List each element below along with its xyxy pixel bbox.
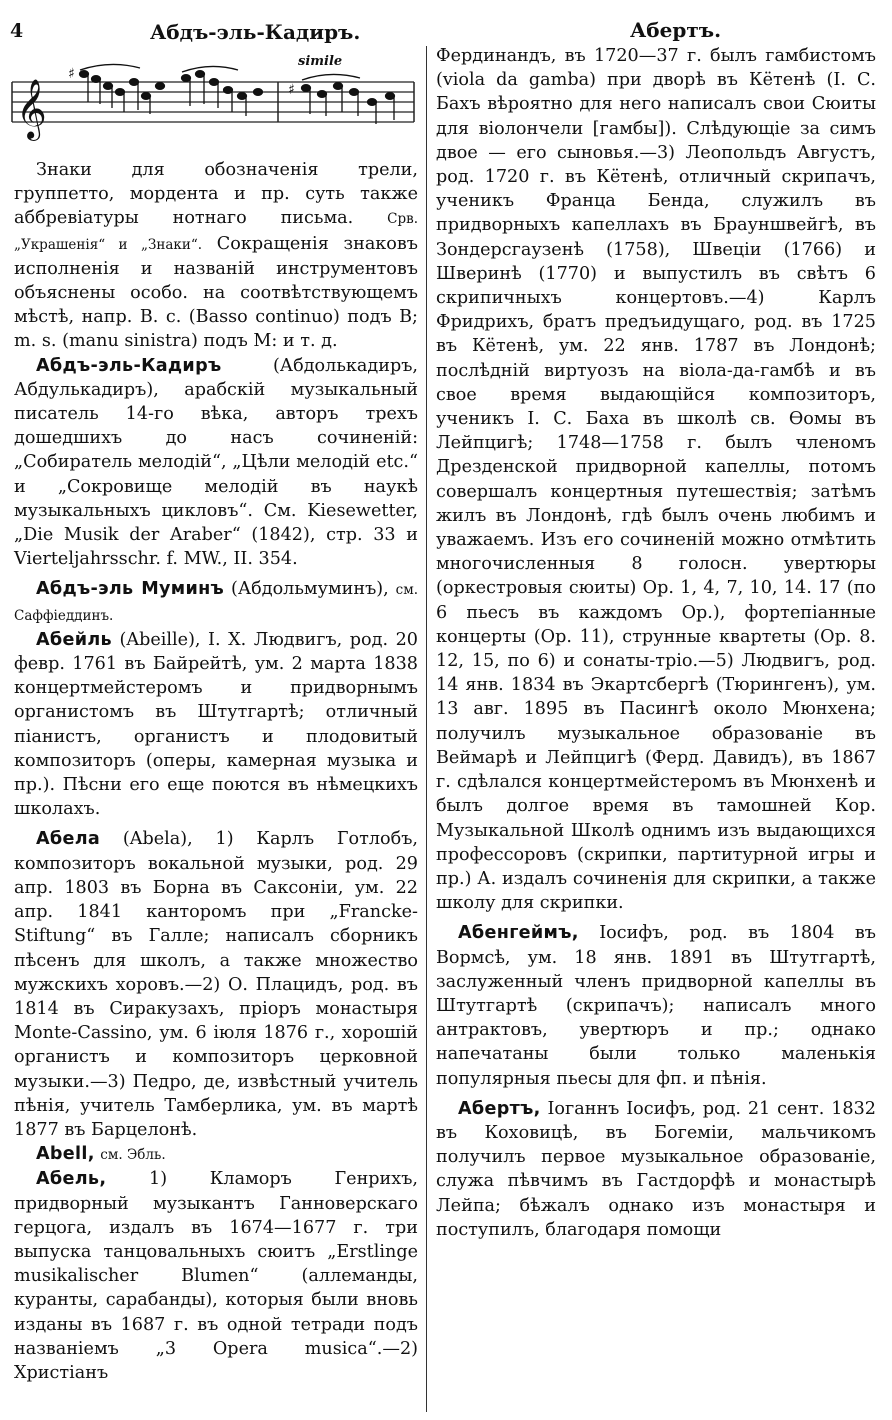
- entry-text: (Abela), 1) Карлъ Готлобъ, композиторъ вокальной музыки, род. 29 апр. 1803 въ Борна въ Саксоніи, ум. 22 апр. 1841 канторомъ при „Francke-Stiftung“ въ Галле; написалъ сборникъ пѣсенъ для школъ, а также множество мужскихъ хоровъ.—2) О. Плацидъ, род. въ 1814 въ Сиракузахъ, пріоръ монастыря Monte-Cassino, ум. 6 іюля 1876 г., хорошій органистъ и композиторъ церковной музыки.—3) Педро, де, извѣстный учитель пѣнія, учитель Тамберлика, ум. въ мартѣ 1877 въ Барцелонѣ.: [14, 829, 419, 1140]
- continued-entry: [436, 44, 876, 915]
- dictionary-entry: [14, 577, 418, 627]
- paragraph-text: Знаки для обозначенія трели, группетто, мордента и пр. суть также аббревіатуры нотнаго письма.: [14, 160, 418, 229]
- music-notation-example: [10, 52, 418, 150]
- entry-headword: Абдъ-эль-Кадиръ: [36, 355, 222, 376]
- note-group: [68, 64, 165, 114]
- column-divider: [426, 46, 427, 1412]
- entry-text: Фердинандъ, въ 1720—37 г. былъ гамбистомъ (viola da gamba) при дворѣ въ Кётенѣ (I. С. Бахъ вѣроятно для него написалъ свои Сюиты для віолончели [гамбы]). Слѣдующіе за симъ двое — его сыновья.—3) Леопольдъ Августъ, род. 1720 г. въ Кётенѣ, отличный скрипачъ, ученикъ Франца Бенда, служилъ въ придворныхъ капеллахъ въ Брауншвейгѣ, въ Зондерсгаузенѣ (1758), Швеціи (1766) и Шверинѣ (1770) и выпустилъ въ свѣтъ 6 скрипичныхъ концертовъ.—4) Карлъ Фридрихъ, братъ предъидущаго, род. въ 1725 въ Кётенѣ, ум. 22 янв. 1787 въ Лондонѣ; послѣдній виртуозъ на віола-да-гамбѣ и въ свое время выдающійся композиторъ, ученикъ I. С. Баха въ школѣ св. Ѳомы въ Лейпцигѣ; 1748—1758 г. былъ членомъ Дрезденской придворной капеллы, потомъ совершалъ концертныя путешествія; затѣмъ жилъ въ Лондонѣ, гдѣ былъ очень любимъ и уважаемъ. Изъ его сочиненій можно отмѣтить многочисленныя 8 голосн. увертюры (оркестровыя сюиты) Op. 1, 4, 7, 10, 14. 17 (по 6 пьесъ въ каждомъ Op.), фортепіанные концерты (Op. 11), струнные квартеты (Op. 8. 12, 15, по 6) и сонаты-тріо.—5) Людвигъ, род. 14 янв. 1834 въ Экартсбергѣ (Тюрингенъ), ум. 13 авг. 1895 въ Пасингѣ около Мюнхена; получилъ музыкальное образованіе въ Веймарѣ и Лейпцигѣ (Ферд. Давидъ), въ 1867 г. сдѣлался концертмейстеромъ въ Мюнхенѣ и былъ долгое время въ тамошней Кор. Музыкальной Школѣ однимъ изъ выдающихся профессоровъ (скрипки, партитурной игры и пр.) А. издалъ сочиненія для скрипки, а также школу для скрипки.: [436, 46, 876, 914]
- entry-text: (Абдольмуминъ),: [230, 579, 389, 600]
- dictionary-entry: [436, 1097, 876, 1242]
- cross-reference: см. Эбль.: [100, 1147, 166, 1164]
- svg-text:♯: ♯: [68, 66, 75, 82]
- dictionary-entry: [14, 827, 418, 1142]
- left-column: [14, 158, 418, 1385]
- simile-marking: simile: [298, 54, 343, 69]
- left-running-title: Абдъ-эль-Кадиръ.: [150, 20, 361, 44]
- running-header: [0, 10, 892, 44]
- entry-text: Іоганнъ Іосифъ, род. 21 сент. 1832 въ Коховицѣ, въ Богеміи, мальчикомъ получилъ первое музыкальное образованіе, служа пѣвчимъ въ Гастдорфѣ и монастырѣ Лейпа; бѣжалъ однако изъ монастыря и поступилъ, благодаря помощи: [436, 1098, 876, 1240]
- entry-text: Іосифъ, род. въ 1804 въ Вормсѣ, ум. 18 янв. 1891 въ Штутгартѣ, заслуженный членъ придворной капеллы въ Штутгартѣ (скрипачъ); написалъ много антрактовъ, увертюръ и пр.; однако напечатаны были только маленькія популярныя пьесы для фп. и пѣнія.: [436, 923, 876, 1089]
- entry-text: (Abeille), I. X. Людвигъ, род. 20 февр. 1761 въ Байрейтѣ, ум. 2 марта 1838 концертмейстеромъ и придворнымъ органистомъ въ Штутгартѣ; отличный піанистъ, органистъ и плодовитый композиторъ (оперы, камерная музыка и пр.). Пѣсни его еще поются въ нѣмецкихъ школахъ.: [14, 629, 418, 820]
- svg-text:♯: ♯: [288, 82, 295, 98]
- paragraph: [14, 158, 418, 354]
- entry-headword: Abell,: [36, 1144, 95, 1165]
- cross-reference: Срв. „Украшенія“ и „Знаки“.: [14, 211, 418, 253]
- entry-headword: Абдъ-эль Муминъ: [36, 579, 225, 600]
- treble-clef-icon: 𝄞: [16, 79, 47, 139]
- note-group: [182, 66, 263, 116]
- cross-reference: см. Саффіеддинъ.: [14, 582, 418, 624]
- entry-headword: Абенгеймъ,: [458, 923, 579, 944]
- dictionary-entry: [14, 1142, 418, 1167]
- dictionary-entry: [14, 628, 418, 822]
- page-number: 4: [10, 20, 24, 42]
- dictionary-entry: [14, 354, 418, 572]
- right-column: [436, 44, 876, 1242]
- entry-text: 1) Кламоръ Генрихъ, придворный музыкантъ Ганноверскаго герцога, издалъ въ 1674—1677 г. три выпуска танцовальныхъ сюитъ „Erstlinge musikalischer Blumen“ (аллеманды, куранты, сарабанды), которыя были вновь изданы въ 1687 г. въ одной тетради подъ названіемъ „3 Opera musica“.—2) Христіанъ: [14, 1169, 418, 1383]
- entry-text: (Абдолькадиръ, Абдулькадиръ), арабскій музыкальный писатель 14-го вѣка, авторъ трехъ дошедшихъ до насъ сочиненій: „Собиратель мелодій“, „Цѣли мелодій etc.“ и „Сокровище мелодій въ наукѣ музыкальныхъ цикловъ“. См. Kiesewetter, „Die Musik der Araber“ (1842), стр. 33 и Vierteljahrsschr. f. MW., II. 354.: [14, 355, 418, 570]
- dictionary-entry: [14, 1167, 418, 1385]
- entry-headword: Абейль: [36, 629, 112, 650]
- entry-headword: Абертъ,: [458, 1098, 541, 1119]
- entry-headword: Абела: [36, 829, 101, 850]
- paragraph-text: Сокращенія знаковъ исполненія и названій инструментовъ объяснены особо. на соотвѣтствующемъ мѣстѣ, напр. B. c. (Basso continuo) подъ B; m. s. (manu sinistra) подъ M: и т. д.: [14, 233, 418, 352]
- entry-headword: Абель,: [36, 1169, 107, 1190]
- right-running-title: Абертъ.: [630, 18, 722, 42]
- dictionary-entry: [436, 921, 876, 1090]
